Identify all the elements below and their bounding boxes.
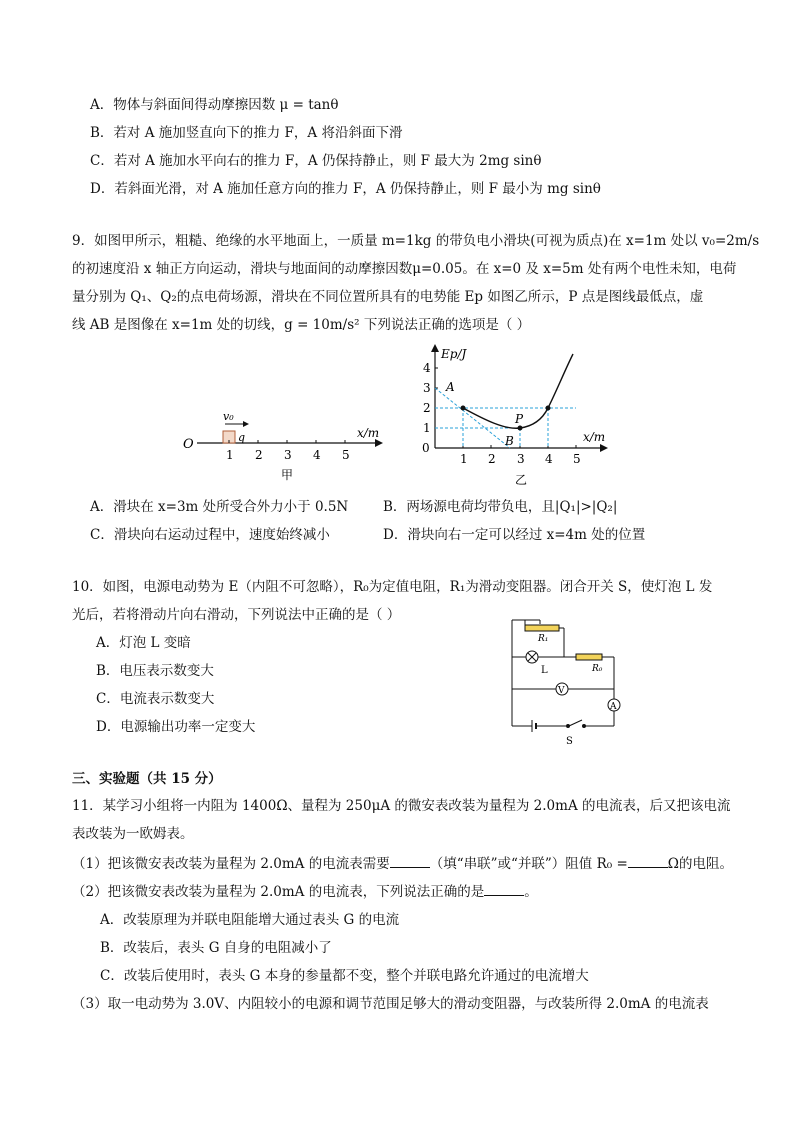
q10-option-c: C．电流表示数变大 (96, 691, 215, 707)
q11-option-a: A．改装原理为并联电阻能增大通过表头 G 的电流 (100, 912, 400, 928)
yi-ytick-1: 1 (423, 421, 431, 435)
yi-xtick-2: 2 (488, 452, 496, 466)
point-p-label: P (515, 412, 524, 426)
q11-part1-text-b: （填“串联”或“并联”）阻值 R₀ = (429, 856, 628, 872)
q8-option-a: A．物体与斜面间得动摩擦因数 μ = tanθ (90, 97, 339, 113)
q11-option-c: C．改装后使用时，表头 G 本身的参量都不变，整个并联电路允许通过的电流增大 (100, 968, 589, 984)
q9-stem-line1: 9．如图甲所示，粗糙、绝缘的水平地面上，一质量 m=1kg 的带负电小滑块(可视为质点)在 x=1m 处以 v₀=2m/s (72, 233, 760, 249)
answer-blank-2[interactable] (628, 855, 668, 868)
switch-label: S (566, 736, 573, 747)
x-axis-label-yi: x/m (583, 430, 606, 444)
q11-part2-text-b: 。 (524, 884, 538, 900)
q9-option-c: C．滑块向右运动过程中，速度始终减小 (90, 527, 330, 543)
origin-zero: 0 (422, 441, 430, 455)
r0-label: R₀ (592, 664, 603, 674)
q11-stem-line2: 表改装为一欧姆表。 (72, 826, 194, 842)
origin-label: O (183, 437, 194, 452)
q11-part3: （3）取一电动势为 3.0V、内阻较小的电源和调节范围足够大的滑动变阻器，与改装所得 2.0mA 的电流表 (72, 996, 709, 1012)
q-label: q (238, 431, 246, 444)
jia-tick-4: 4 (313, 448, 321, 462)
jia-tick-5: 5 (342, 448, 350, 462)
circuit-diagram (500, 610, 640, 750)
yi-ytick-2: 2 (423, 401, 431, 415)
q10-option-d: D．电源输出功率一定变大 (96, 719, 256, 735)
point-b-label: B (505, 434, 514, 448)
yi-ytick-3: 3 (423, 381, 431, 395)
yi-xtick-4: 4 (545, 452, 553, 466)
x-axis-label: x/m (357, 426, 380, 440)
ammeter-label: A (610, 702, 617, 712)
q10-stem-line1: 10．如图，电源电动势为 E（内阻不可忽略），R₀为定值电阻，R₁为滑动变阻器。闭合开关 S，使灯泡 L 发 (72, 579, 713, 595)
lamp-label: L (541, 665, 548, 676)
q11-option-b: B．改装后，表头 G 自身的电阻减小了 (100, 940, 332, 956)
q11-part2 (72, 883, 538, 901)
point-a-label: A (446, 380, 455, 394)
q11-part1-text-a: （1）把该微安表改装为量程为 2.0mA 的电流表需要 (72, 856, 390, 872)
q8-option-c: C．若对 A 施加水平向右的推力 F，A 仍保持静止，则 F 最大为 2mg sinθ (90, 153, 542, 169)
yi-xtick-3: 3 (517, 452, 525, 466)
figure-caption-yi: 乙 (515, 473, 528, 487)
q10-option-b: B．电压表示数变大 (96, 663, 214, 679)
yi-xtick-1: 1 (460, 452, 468, 466)
q9-option-a: A．滑块在 x=3m 处所受合外力小于 0.5N (90, 499, 349, 515)
yi-ytick-4: 4 (423, 361, 431, 375)
section-title: 三、实验题（共 15 分） (72, 771, 222, 787)
jia-tick-2: 2 (255, 448, 263, 462)
q10-option-a: A．灯泡 L 变暗 (96, 635, 191, 651)
yi-xtick-5: 5 (573, 452, 581, 466)
q9-option-b: B．两场源电荷均带负电，且|Q₁|>|Q₂| (383, 499, 618, 515)
q8-option-b: B．若对 A 施加竖直向下的推力 F，A 将沿斜面下滑 (90, 125, 403, 141)
q9-option-d: D．滑块向右一定可以经过 x=4m 处的位置 (383, 527, 646, 543)
answer-blank-1[interactable] (390, 855, 430, 868)
figure-caption-jia: 甲 (281, 468, 294, 482)
y-axis-label: Ep/J (441, 347, 467, 361)
jia-tick-1: 1 (226, 448, 234, 462)
figure-yi (415, 342, 615, 490)
q11-part1 (72, 855, 733, 873)
q9-stem-line4: 线 AB 是图像在 x=1m 处的切线，g = 10m/s² 下列说法正确的选项是（ ） (72, 317, 531, 333)
q8-option-d: D．若斜面光滑，对 A 施加任意方向的推力 F，A 仍保持静止，则 F 最小为 mg sinθ (90, 181, 601, 197)
q9-stem-line3: 量分别为 Q₁、Q₂的点电荷场源，滑块在不同位置所具有的电势能 Ep 如图乙所示，P 点是图线最低点，虚 (72, 289, 704, 305)
figure-jia (175, 405, 385, 485)
q9-stem-line2: 的初速度沿 x 轴正方向运动，滑块与地面间的动摩擦因数μ=0.05。在 x=0 及 x=5m 处有两个电性未知，电荷 (72, 261, 737, 277)
q11-stem-line1: 11．某学习小组将一内阻为 1400Ω、量程为 250μA 的微安表改装为量程为 2.0mA 的电流表，后又把该电流 (72, 798, 731, 814)
q10-stem-line2: 光后，若将滑动片向右滑动，下列说法中正确的是（ ） (72, 607, 401, 623)
answer-blank-3[interactable] (484, 883, 524, 896)
q11-part2-text-a: （2）把该微安表改装为量程为 2.0mA 的电流表，下列说法正确的是 (72, 884, 485, 900)
jia-tick-3: 3 (284, 448, 292, 462)
voltmeter-label: V (558, 686, 565, 696)
v0-label: v₀ (223, 410, 234, 423)
q11-part1-text-c: Ω的电阻。 (667, 856, 733, 872)
r1-label: R₁ (538, 634, 549, 644)
